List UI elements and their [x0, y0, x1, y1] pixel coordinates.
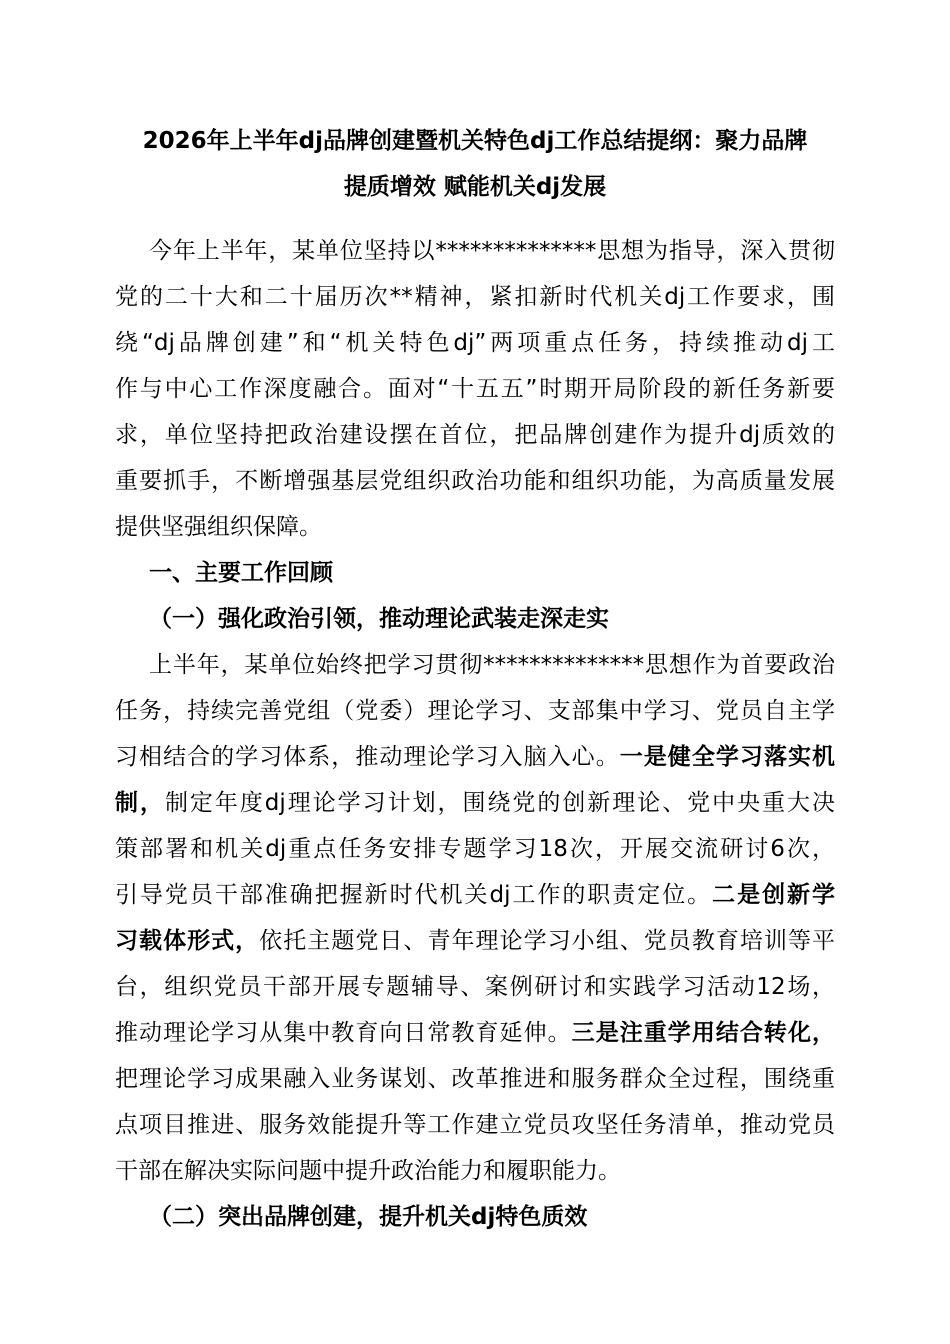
body-line [115, 734, 835, 780]
body-text: 干部在解决实际问题中提升政治能力和履职能力。 [115, 1158, 621, 1184]
body-text: 台，组织党员干部开展专题辅导、案例研讨和实践学习活动12场， [115, 974, 835, 1000]
body-text: 引导党员干部准确把握新时代机关dj工作的职责定位。 [115, 882, 713, 908]
intro-line: 绕“dj品牌创建”和“机关特色dj”两项重点任务，持续推动dj工 [115, 330, 835, 356]
body-text: 制定年度dj理论学习计划，围绕党的创新理论、党中央重大决 [164, 790, 835, 816]
body-text: 把理论学习成果融入业务谋划、改革推进和服务群众全过程，围绕重 [115, 1066, 835, 1092]
intro-line: 作与中心工作深度融合。面对“十五五”时期开局阶段的新任务新要 [115, 376, 835, 402]
intro-line: 今年上半年，某单位坚持以**************思想为指导，深入贯彻 [149, 238, 835, 264]
title-line-1: 2026年上半年dj品牌创建暨机关特色dj工作总结提纲：聚力品牌 [142, 128, 808, 154]
subsection-heading: （一）强化政治引领，推动理论武装走深走实 [149, 606, 609, 632]
body-line [149, 642, 835, 688]
body-line [115, 1056, 835, 1102]
bold-point: 一是健全学习落实机 [619, 744, 836, 770]
section-heading: 一、主要工作回顾 [149, 560, 333, 586]
body-line [115, 1010, 835, 1056]
body-text: 策部署和机关dj重点任务安排专题学习18次，开展交流研讨6次， [115, 836, 835, 862]
bold-point: 制， [115, 790, 165, 816]
body-text: 点项目推进、服务效能提升等工作建立党员攻坚任务清单，推动党员 [115, 1112, 835, 1138]
body-text: 上半年，某单位始终把学习贯彻**************思想作为首要政治 [149, 652, 835, 678]
body-text: 依托主题党日、青年理论学习小组、党员教育培训等平 [259, 928, 836, 954]
body-line [115, 964, 835, 1010]
bold-point: 习载体形式， [115, 928, 260, 954]
intro-line: 党的二十大和二十届历次**精神，紧扣新时代机关dj工作要求，围 [115, 284, 835, 310]
document-title [108, 118, 842, 210]
body-text: 任务，持续完善党组（党委）理论学习、支部集中学习、党员自主学 [115, 698, 835, 724]
intro-line: 重要抓手，不断增强基层党组织政治功能和组织功能，为高质量发展 [115, 468, 835, 494]
subsection-heading: （二）突出品牌创建，提升机关dj特色质效 [149, 1204, 588, 1230]
body-line [115, 918, 835, 964]
body-line [115, 780, 835, 826]
bold-point: 二是创新学 [712, 882, 835, 908]
intro-line: 提供坚强组织保障。 [115, 514, 322, 540]
title-line-2: 提质增效 赋能机关dj发展 [343, 174, 607, 200]
intro-line: 求，单位坚持把政治建设摆在首位，把品牌创建作为提升dj质效的 [115, 422, 835, 448]
body-line [115, 1148, 835, 1194]
body-line [115, 872, 835, 918]
body-text: 习相结合的学习体系，推动理论学习入脑入心。 [115, 744, 620, 770]
body-line [115, 826, 835, 872]
body-line [115, 1102, 835, 1148]
body-text: 推动理论学习从集中教育向日常教育延伸。 [115, 1020, 572, 1046]
body-line [115, 688, 835, 734]
bold-point: 三是注重学用结合转化， [571, 1020, 836, 1046]
